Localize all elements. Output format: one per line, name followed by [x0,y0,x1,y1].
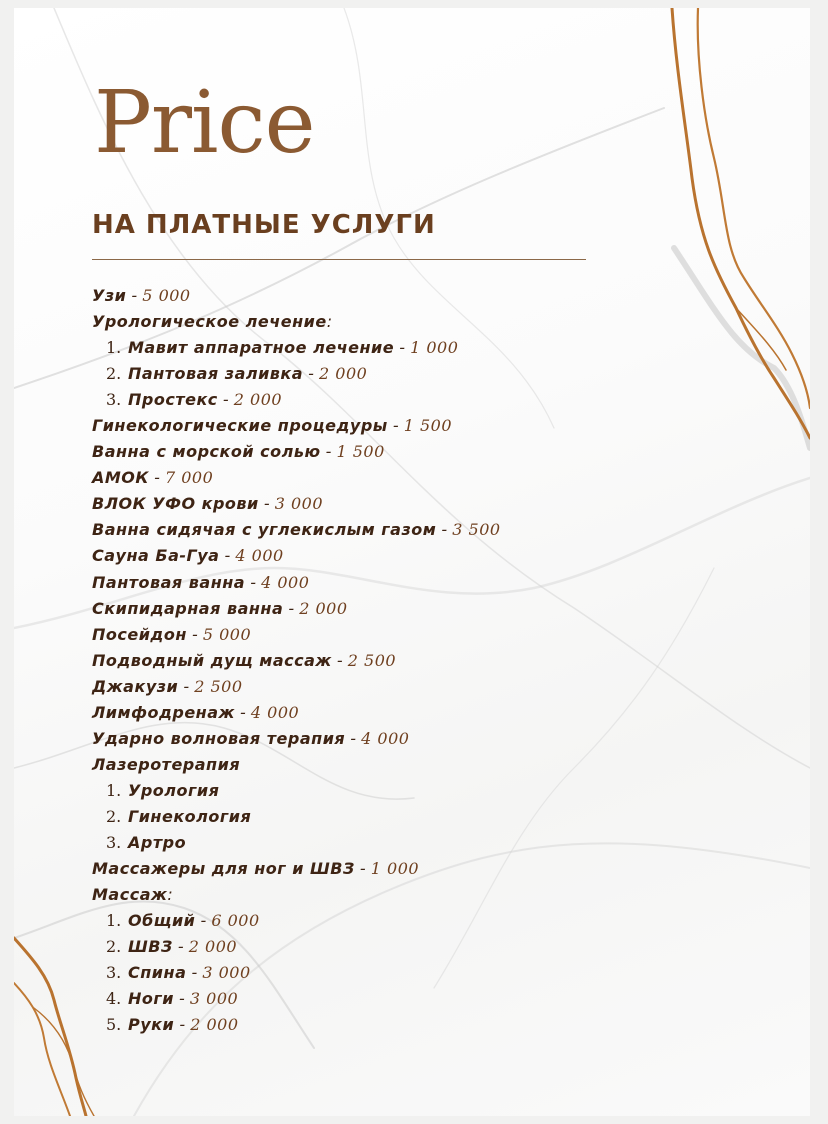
item-separator: - [436,520,453,540]
item-price: 2 500 [347,650,397,670]
item-name: Руки [128,1015,175,1035]
item-name: Мавит аппаратное лечение [128,338,395,358]
item-name: Урологическое лечение [92,312,327,332]
item-name: ВЛОК УФО крови [92,494,259,514]
price-item [92,674,772,700]
item-price: 2 000 [190,1015,239,1035]
item-number: 3. [106,390,122,410]
item-name: Урология [128,780,220,800]
item-number: 2. [106,937,122,957]
price-item [92,413,772,439]
item-price: 3 000 [202,963,251,983]
price-item [92,700,772,726]
price-sub-item [92,387,772,413]
item-separator: - [217,390,234,410]
price-item [92,752,772,778]
item-name: Массаж [92,885,168,905]
item-name: Ноги [128,989,174,1009]
item-number: 1. [106,911,122,931]
item-name: Ванна сидячая с углекислым газом [92,520,437,540]
price-sub-item [92,335,772,361]
item-separator: - [320,442,337,462]
item-price: 1 000 [370,859,420,879]
item-name: АМОК [92,468,149,488]
gold-vein [14,983,70,1116]
item-price: 6 000 [211,911,260,931]
item-name: Массажеры для ног и ШВЗ [92,859,355,879]
item-price: 1 000 [410,338,459,358]
item-name: Сауна Ба-Гуа [92,546,220,566]
item-separator: : [167,885,173,905]
item-price: 4 000 [235,546,284,566]
item-price: 2 500 [194,676,243,696]
item-name: Скипидарная ванна [92,598,284,618]
item-name: Лимфодренаж [92,702,235,722]
item-name: Ванна с морской солью [92,442,321,462]
item-price: 2 000 [319,364,368,384]
item-separator: - [186,624,203,644]
item-name: Лазеротерапия [92,754,241,774]
gold-vein [14,938,86,1116]
price-sub-item [92,934,772,960]
price-sub-item [92,908,772,934]
item-name: Простекс [128,390,218,410]
item-price: 3 500 [452,520,501,540]
item-name: Узи [92,286,127,305]
item-separator: - [283,598,300,618]
item-name: Посейдон [92,624,187,644]
item-separator: - [195,911,212,931]
item-number: 2. [106,364,122,384]
item-price: 2 000 [188,937,238,957]
item-separator: - [303,364,320,384]
item-price: 4 000 [250,702,300,722]
price-sub-item [92,830,772,856]
item-separator: - [219,546,236,566]
item-number: 1. [106,780,122,800]
item-price: 1 500 [336,442,385,462]
title-divider [92,259,586,260]
price-list-sheet [14,8,810,1116]
price-item [92,622,772,648]
item-separator: - [126,286,143,305]
item-price: 5 000 [202,624,252,644]
item-separator: - [174,1015,191,1035]
price-item [92,309,772,335]
price-sub-item [92,361,772,387]
price-item [92,439,772,465]
item-number: 2. [106,806,122,826]
item-price: 4 000 [261,572,310,592]
price-item [92,648,772,674]
item-price: 2 000 [299,598,348,618]
item-name: Пантовая заливка [128,364,304,384]
item-number: 3. [106,963,122,983]
price-list [92,283,772,1038]
price-item [92,726,772,752]
item-separator: - [186,963,203,983]
price-sub-item [92,986,772,1012]
item-name: Гинекология [128,806,252,826]
item-separator: - [258,494,275,514]
item-separator: - [331,650,348,670]
item-name: Подводный дущ массаж [92,650,332,670]
price-sub-item [92,960,772,986]
item-name: ШВЗ [128,937,173,957]
price-item [92,543,772,569]
item-separator: - [173,989,190,1009]
item-name: Пантовая ванна [92,572,246,592]
item-price: 3 000 [189,989,239,1009]
item-number: 3. [106,832,122,852]
item-name: Гинекологические процедуры [92,416,388,436]
item-name: Джакузи [92,676,179,696]
item-price: 2 000 [233,390,283,410]
item-separator: - [345,728,362,748]
item-number: 5. [106,1015,122,1035]
item-separator: - [394,338,411,358]
price-sub-item [92,778,772,804]
item-price: 4 000 [361,728,410,748]
page-subtitle: НА ПЛАТНЫЕ УСЛУГИ [92,210,436,240]
page-title: Price [94,73,315,173]
item-separator: - [245,572,262,592]
item-number: 4. [106,989,122,1009]
item-name: Спина [128,963,187,983]
item-separator: - [178,676,195,696]
item-separator: - [234,702,251,722]
price-item [92,283,772,309]
item-separator: - [148,468,165,488]
price-sub-item [92,804,772,830]
item-name: Артро [128,832,187,852]
item-price: 7 000 [164,468,214,488]
price-sub-item [92,1012,772,1038]
price-item [92,596,772,622]
item-name: Общий [128,911,196,931]
item-number: 1. [106,338,122,358]
item-separator: - [354,859,371,879]
price-item [92,570,772,596]
price-item [92,856,772,882]
item-separator: - [172,937,189,957]
item-price: 3 000 [274,494,324,514]
price-item [92,882,772,908]
price-item [92,517,772,543]
item-price: 5 000 [142,286,191,305]
item-name: Ударно волновая терапия [92,728,346,748]
item-price: 1 500 [403,416,453,436]
item-separator: : [326,312,333,332]
item-separator: - [387,416,404,436]
price-item [92,465,772,491]
price-item [92,491,772,517]
